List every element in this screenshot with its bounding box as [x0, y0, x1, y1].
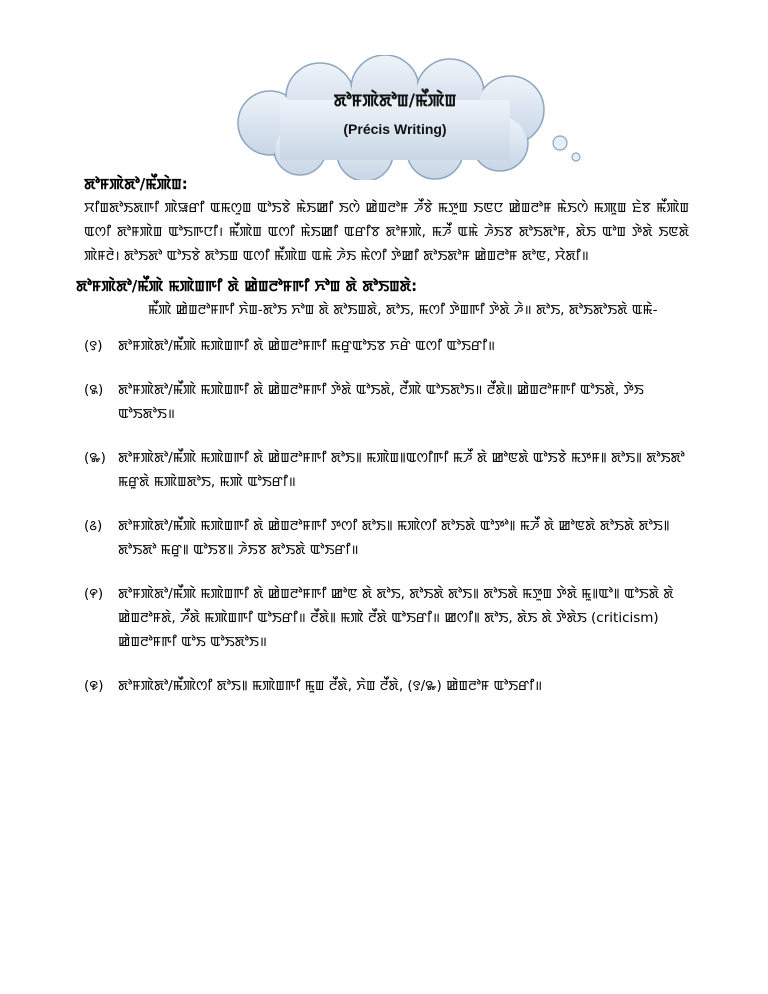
list-item: [84, 378, 689, 426]
intro-paragraph: ꯆꯤꯡꯗꯣꯏꯗꯒꯤ ꯄꯥꯎꯔꯤ ꯑꯃꯁꯨꯡ ꯑꯣꯏꯕꯥ ꯃꯥꯏꯀꯤ ꯏꯁꯥ ꯀꯥꯡꯂꯣꯝ ꯍꯩꯕꯥ ꯃꯇꯨꯡ ꯏꯟꯅ ꯀꯥꯡꯂꯣꯝ ꯃꯥꯏꯁꯥ ꯃꯄꯨꯡ ꯐꯥꯕ ꯃꯩꯄꯥꯡ ꯑꯁꯤ ꯗꯣꯝꯄꯥꯡ ꯑꯣꯏꯒꯅꯤ। ꯃꯩꯄꯥꯡ ꯑꯁꯤ ꯃꯥꯏꯀꯤ ꯑꯔꯤꯕ ꯗꯣꯝꯄꯥ, ꯃꯍꯩ ꯑꯃꯥ ꯍꯥꯏꯕ ꯗꯣꯏꯗꯣꯝ, ꯗꯥꯏ ꯑꯣꯡ ꯇꯥꯗꯥ ꯏꯟꯗꯥ ꯄꯥꯝꯂꯥ। ꯗꯣꯏꯗꯣ ꯑꯣꯏꯕꯥ ꯗꯣꯏꯡ ꯑꯁꯤ ꯃꯩꯄꯥꯡ ꯑꯃꯥ ꯍꯥꯏ ꯃꯥꯁꯤ ꯇꯥꯀꯤ ꯗꯣꯏꯗꯣꯝ ꯀꯥꯡꯂꯣꯝ ꯗꯣꯟ, ꯆꯥꯗꯤ॥: [84, 200, 689, 264]
list-item: [84, 674, 689, 698]
list-item: [84, 446, 689, 494]
list-item: [84, 514, 689, 562]
list-item-text: ꯗꯣꯝꯄꯥꯗꯣ/ꯃꯩꯄꯥꯁꯤ ꯗꯣꯏ꯫ ꯃꯄꯥꯡꯒꯤ ꯃꯨꯡ ꯂꯩꯗꯥ, ꯈꯥꯡ ꯂꯩꯗꯥ, (꯱/꯳) ꯀꯥꯡꯂꯣꯝ ꯑꯣꯏꯔꯤ॥: [118, 678, 543, 694]
page-subtitle: (Précis Writing): [343, 121, 447, 137]
differences-list: [84, 334, 689, 698]
cloud-shape: [200, 55, 590, 180]
list-item: [84, 582, 689, 654]
differences-heading: ꯗꯣꯝꯄꯥꯗꯣ/ꯃꯩꯄꯥ ꯃꯄꯥꯡꯒꯤ ꯗꯥ ꯀꯥꯡꯂꯣꯝꯒꯤ ꯈꯣꯡ ꯗꯥ ꯗꯣꯏꯡꯗꯥ:: [76, 277, 418, 295]
differences-intro: ꯃꯩꯄꯥ ꯀꯥꯡꯂꯣꯝꯒꯤ ꯈꯥꯡ-ꯗꯣꯏ ꯈꯣꯡ ꯗꯥ ꯗꯣꯏꯡꯗꯥ, ꯗꯣꯏ, ꯃꯁꯤ ꯇꯥꯡꯒꯤ ꯇꯥꯗꯥ ꯍꯥ॥ ꯗꯣꯏ, ꯗꯣꯏꯗꯣꯏꯗꯥ ꯑꯃꯥ-: [148, 302, 658, 318]
list-item-number: ( ꯴ ): [84, 514, 102, 538]
list-item: [84, 334, 689, 358]
intro-heading: ꯗꯣꯝꯄꯥꯗꯣ/ꯃꯩꯄꯥꯡ:: [84, 175, 188, 193]
list-item-number: ( ꯲ ): [84, 378, 103, 402]
list-item-number: ( ꯶ ): [84, 674, 104, 698]
list-item-text: ꯗꯣꯝꯄꯥꯗꯣ/ꯃꯩꯄꯥ ꯃꯄꯥꯡꯒꯤ ꯗꯥ ꯀꯥꯡꯂꯣꯝꯒꯤ ꯃꯔꯨꯑꯣꯏꯕ ꯈꯔꯥ ꯑꯁꯤ ꯑꯣꯏꯔꯤ॥: [118, 338, 496, 354]
list-item-text: ꯗꯣꯝꯄꯥꯗꯣ/ꯃꯩꯄꯥ ꯃꯄꯥꯡꯒꯤ ꯗꯥ ꯀꯥꯡꯂꯣꯝꯒꯤ ꯗꯣꯏ꯫ ꯃꯄꯥꯡ꯫ꯑꯁꯤꯒꯤ ꯃꯍꯩ ꯗꯥ ꯀꯣꯟꯗꯥ ꯑꯣꯏꯕꯥ ꯃꯇꯝ꯫ ꯗꯣꯏ꯫ ꯗꯣꯏꯗꯣ ꯃꯔꯨꯗꯥ ꯃꯄꯥꯡꯗꯣꯏ, ꯃꯄꯥ ꯑꯣꯏꯔꯤ॥: [118, 450, 685, 490]
list-item-text: ꯗꯣꯝꯄꯥꯗꯣ/ꯃꯩꯄꯥ ꯃꯄꯥꯡꯒꯤ ꯗꯥ ꯀꯥꯡꯂꯣꯝꯒꯤ ꯇꯥꯗꯥ ꯑꯣꯏꯗꯥ, ꯂꯩꯄꯥ ꯑꯣꯏꯗꯣꯏ॥ ꯂꯩꯗꯥ꯫ ꯀꯥꯡꯂꯣꯝꯒꯤ ꯑꯣꯏꯗꯥ, ꯇꯥꯏ ꯑꯣꯏꯗꯣꯏ॥: [118, 382, 644, 422]
page-title: ꯗꯣꯝꯄꯥꯗꯣꯡ/ꯃꯩꯄꯥꯡ: [333, 91, 457, 111]
list-item-text: ꯗꯣꯝꯄꯥꯗꯣ/ꯃꯩꯄꯥ ꯃꯄꯥꯡꯒꯤ ꯗꯥ ꯀꯥꯡꯂꯣꯝꯒꯤ ꯀꯣꯟ ꯗꯥ ꯗꯣꯏ, ꯗꯣꯏꯗꯥ ꯗꯣꯏ꯫ ꯗꯣꯏꯗꯥ ꯃꯇꯨꯡ ꯇꯥꯗꯥ ꯃꯨ꯫ꯑꯣ꯫ ꯑꯣꯏꯗꯥ ꯗꯥ ꯀꯥꯡꯂꯣꯝꯗꯥ, ꯍꯩꯗꯥ ꯃꯄꯥꯡꯒꯤ ꯑꯣꯏꯔꯤ॥ ꯂꯩꯗꯥ꯫ ꯃꯄꯥ ꯂꯩꯗꯥ ꯑꯣꯏꯔꯤ॥ ꯀꯁꯤ꯫ ꯗꯣꯏ, ꯗꯥꯏ ꯗꯥ ꯇꯥꯗꯥꯏ (criticism) ꯀꯥꯡꯂꯣꯝꯒꯤ ꯑꯣꯏ ꯑꯣꯏꯗꯣꯏ॥: [118, 586, 674, 650]
title-cloud: [200, 55, 590, 180]
list-item-number: ( ꯳ ): [84, 446, 106, 470]
list-item-number: ( ꯵ ): [84, 582, 103, 606]
cloud-bubble-small: [572, 153, 580, 161]
list-item-number: ( ꯱ ): [84, 334, 103, 358]
list-item-text: ꯗꯣꯝꯄꯥꯗꯣ/ꯃꯩꯄꯥ ꯃꯄꯥꯡꯒꯤ ꯗꯥ ꯀꯥꯡꯂꯣꯝꯒꯤ ꯇꯁꯤ ꯗꯣꯏ꯫ ꯃꯄꯥꯁꯤ ꯗꯣꯏꯗꯥ ꯑꯣꯇꯣ꯫ ꯃꯍꯩ ꯗꯥ ꯀꯣꯟꯗꯥ ꯗꯣꯏꯗꯥ ꯗꯣꯏ꯫ ꯗꯣꯏꯗꯣ ꯃꯔꯨ꯫ ꯑꯣꯏꯕ꯫ ꯍꯥꯏꯕ ꯗꯣꯏꯗꯥ ꯑꯣꯏꯔꯤ॥: [118, 518, 670, 558]
document-body: [76, 172, 689, 718]
cloud-bubble-large: [553, 136, 567, 150]
